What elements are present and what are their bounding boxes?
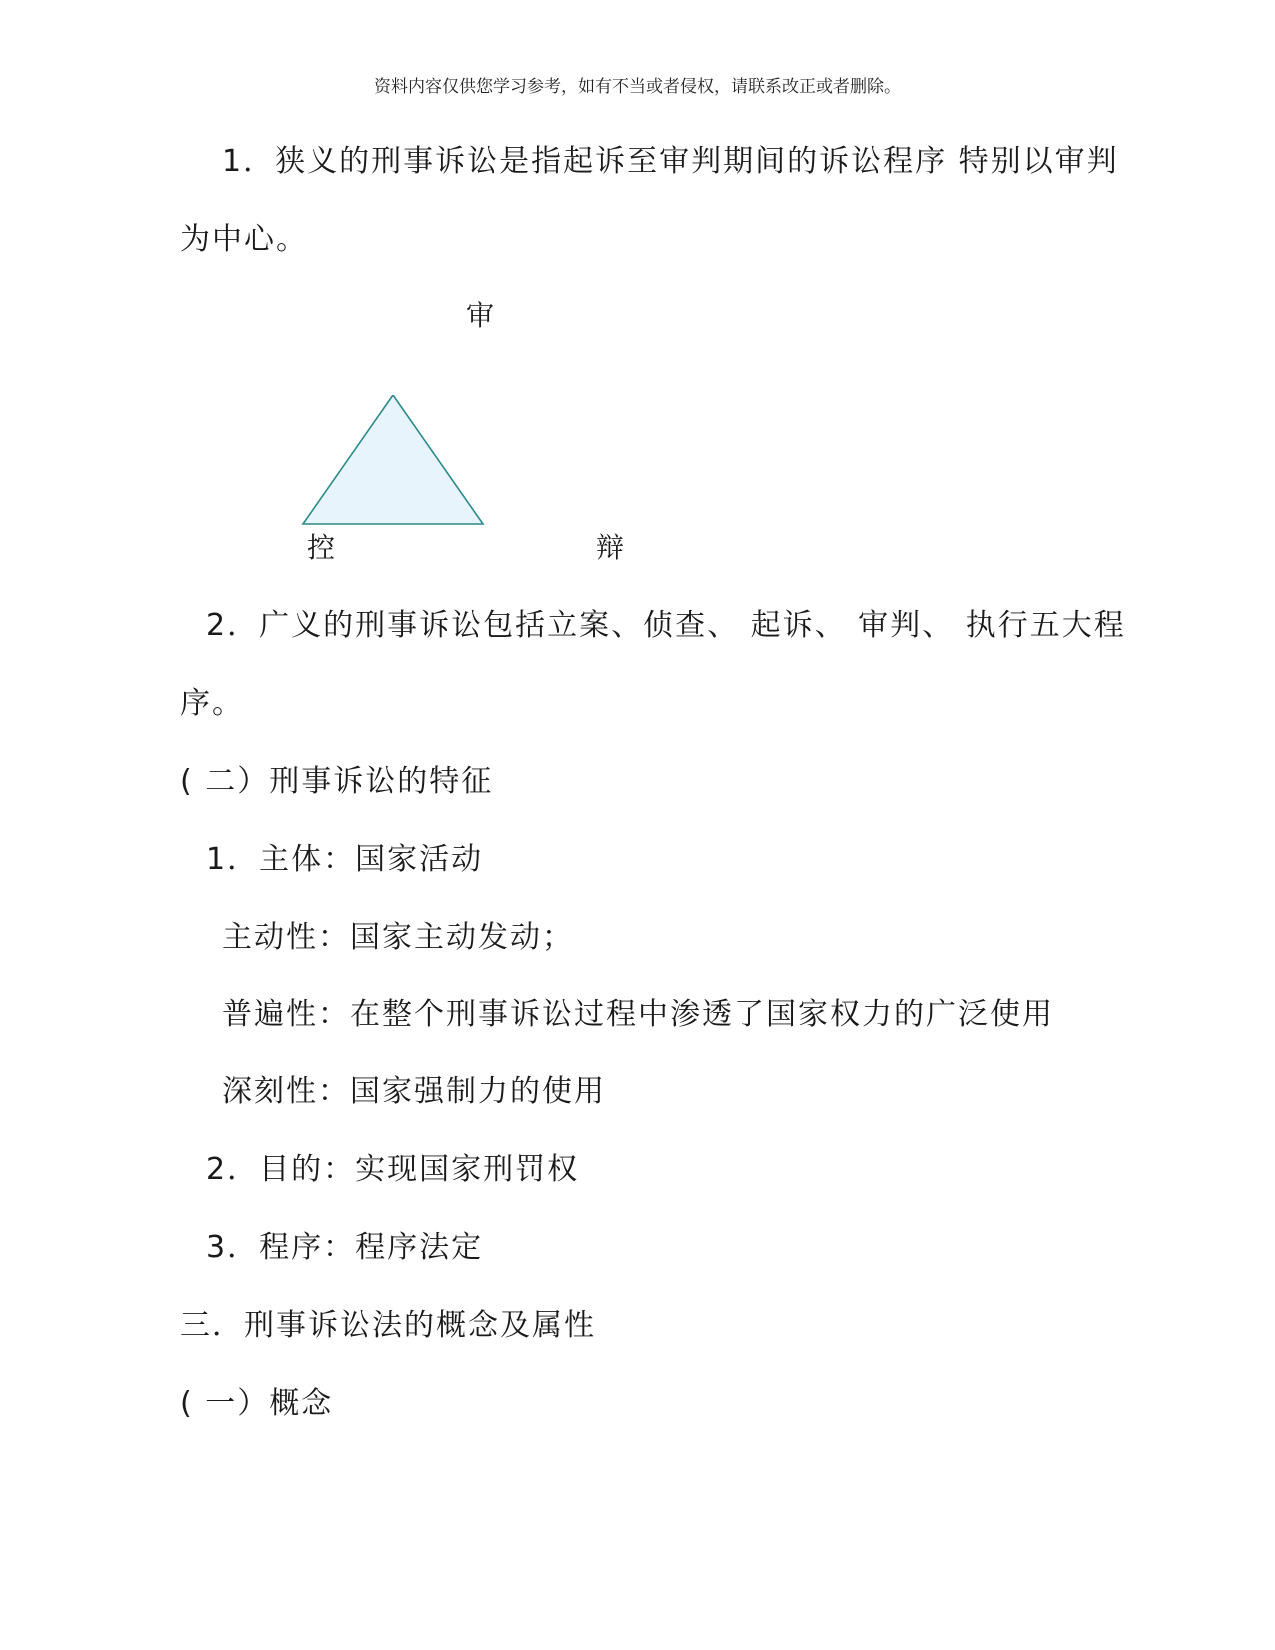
diagram-label-trial: 审 <box>466 299 495 332</box>
paragraph-1-line-1: 1．狭义的刑事诉讼是指起诉至审判期间的诉讼程序 特别以审判 <box>222 144 1119 179</box>
paragraph-1-line-2: 为中心。 <box>180 222 308 257</box>
disclaimer-header: 资料内容仅供您学习参考，如有不当或者侵权，请联系改正或者删除。 <box>374 77 901 97</box>
section-2-sub-3: 深刻性：国家强制力的使用 <box>222 1074 606 1109</box>
section-2-item-3: 3．程序：程序法定 <box>206 1230 484 1265</box>
diagram-label-defense: 辩 <box>596 531 625 564</box>
diagram-label-prosecution: 控 <box>307 531 336 564</box>
paragraph-2-line-2: 序。 <box>180 686 244 721</box>
section-2-sub-1: 主动性：国家主动发动； <box>222 920 574 955</box>
triangle-diagram <box>300 395 490 535</box>
section-3-heading: 三．刑事诉讼法的概念及属性 <box>180 1308 596 1343</box>
section-2-sub-2: 普遍性：在整个刑事诉讼过程中渗透了国家权力的广泛使用 <box>222 997 1054 1032</box>
triangle-shape <box>303 395 483 524</box>
section-2-heading: ( 二）刑事诉讼的特征 <box>180 764 494 799</box>
section-2-item-2: 2．目的：实现国家刑罚权 <box>206 1152 580 1187</box>
section-2-item-1: 1．主体：国家活动 <box>206 842 484 877</box>
paragraph-2-line-1: 2．广义的刑事诉讼包括立案、侦查、 起诉、 审判、 执行五大程 <box>206 608 1126 643</box>
section-3-subheading: ( 一）概念 <box>180 1386 334 1421</box>
